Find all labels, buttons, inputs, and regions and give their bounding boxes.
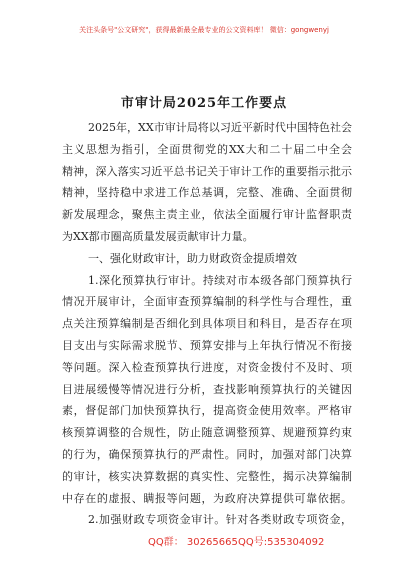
- paragraph-line: 精神，坚持稳中求进工作总基调，完整、准确、全面贯彻: [62, 186, 352, 200]
- document-title: 市审计局2025年工作要点: [120, 96, 288, 111]
- paragraph-line: 精神，深入落实习近平总书记关于审计工作的重要指示批示: [62, 164, 352, 178]
- section-heading: [62, 248, 352, 270]
- paragraph-line: 点关注预算编制是否细化到具体项目和科目，是否存在项: [62, 317, 352, 331]
- paragraph-budget-audit: [62, 270, 352, 510]
- paragraph-line: 目支出与实际需求脱节、预算安排与上年执行情况不衔接: [62, 338, 352, 352]
- paragraph-line: 2.加强财政专项资金审计。针对各类财政专项资金，: [88, 513, 352, 527]
- paragraph-special-funds-audit: [62, 509, 352, 531]
- paragraph-line: 核预算调整的合规性，防止随意调整预算、规避预算约束: [62, 426, 352, 440]
- paragraph-line: 目进展缓慢等情况进行分析，查找影响预算执行的关键因: [62, 382, 352, 396]
- paragraph-line: 2025年，XX市审计局将以习近平新时代中国特色社会: [88, 121, 352, 134]
- paragraph-line: 新发展理念，聚焦主责主业，依法全面履行审计监督职责: [62, 208, 352, 222]
- paragraph-line: 等问题。深入检查预算执行进度，对资金拨付不及时、项: [62, 360, 352, 374]
- header-notice: 关注头条号"公文研究"，获得最新最全最专业的公文资料库！ 微信：gongwenyj: [79, 26, 329, 34]
- section-heading-text: 一、强化财政审计，助力财政资金提质增效: [88, 251, 297, 265]
- paragraph-line: 1.深化预算执行审计。持续对市本级各部门预算执行: [88, 273, 352, 287]
- paragraph-line: 素，督促部门加快预算执行，提高资金使用效率。严格审: [62, 404, 352, 418]
- paragraph-intro: [62, 117, 352, 248]
- paragraph-line: 为XX都市圈高质量发展贡献审计力量。: [62, 229, 254, 243]
- document-body: [62, 117, 352, 531]
- paragraph-line: 情况开展审计，全面审查预算编制的科学性与合理性，重: [62, 295, 352, 309]
- paragraph-line: 的行为，确保预算执行的严肃性。同时，加强对部门决算: [62, 447, 352, 461]
- paragraph-line: 主义思想为指引，全面贯彻党的XX大和二十届二中全会: [62, 142, 352, 156]
- footer-contact: [0, 536, 408, 550]
- qq-number: QQ号:535304092: [238, 537, 325, 548]
- paragraph-line: 的审计，核实决算数据的真实性、完整性，揭示决算编制: [62, 469, 352, 483]
- paragraph-line: 中存在的虚报、瞒报等问题，为政府决算提供可靠依据。: [62, 491, 352, 505]
- qq-group: QQ群： 30265665: [148, 537, 238, 548]
